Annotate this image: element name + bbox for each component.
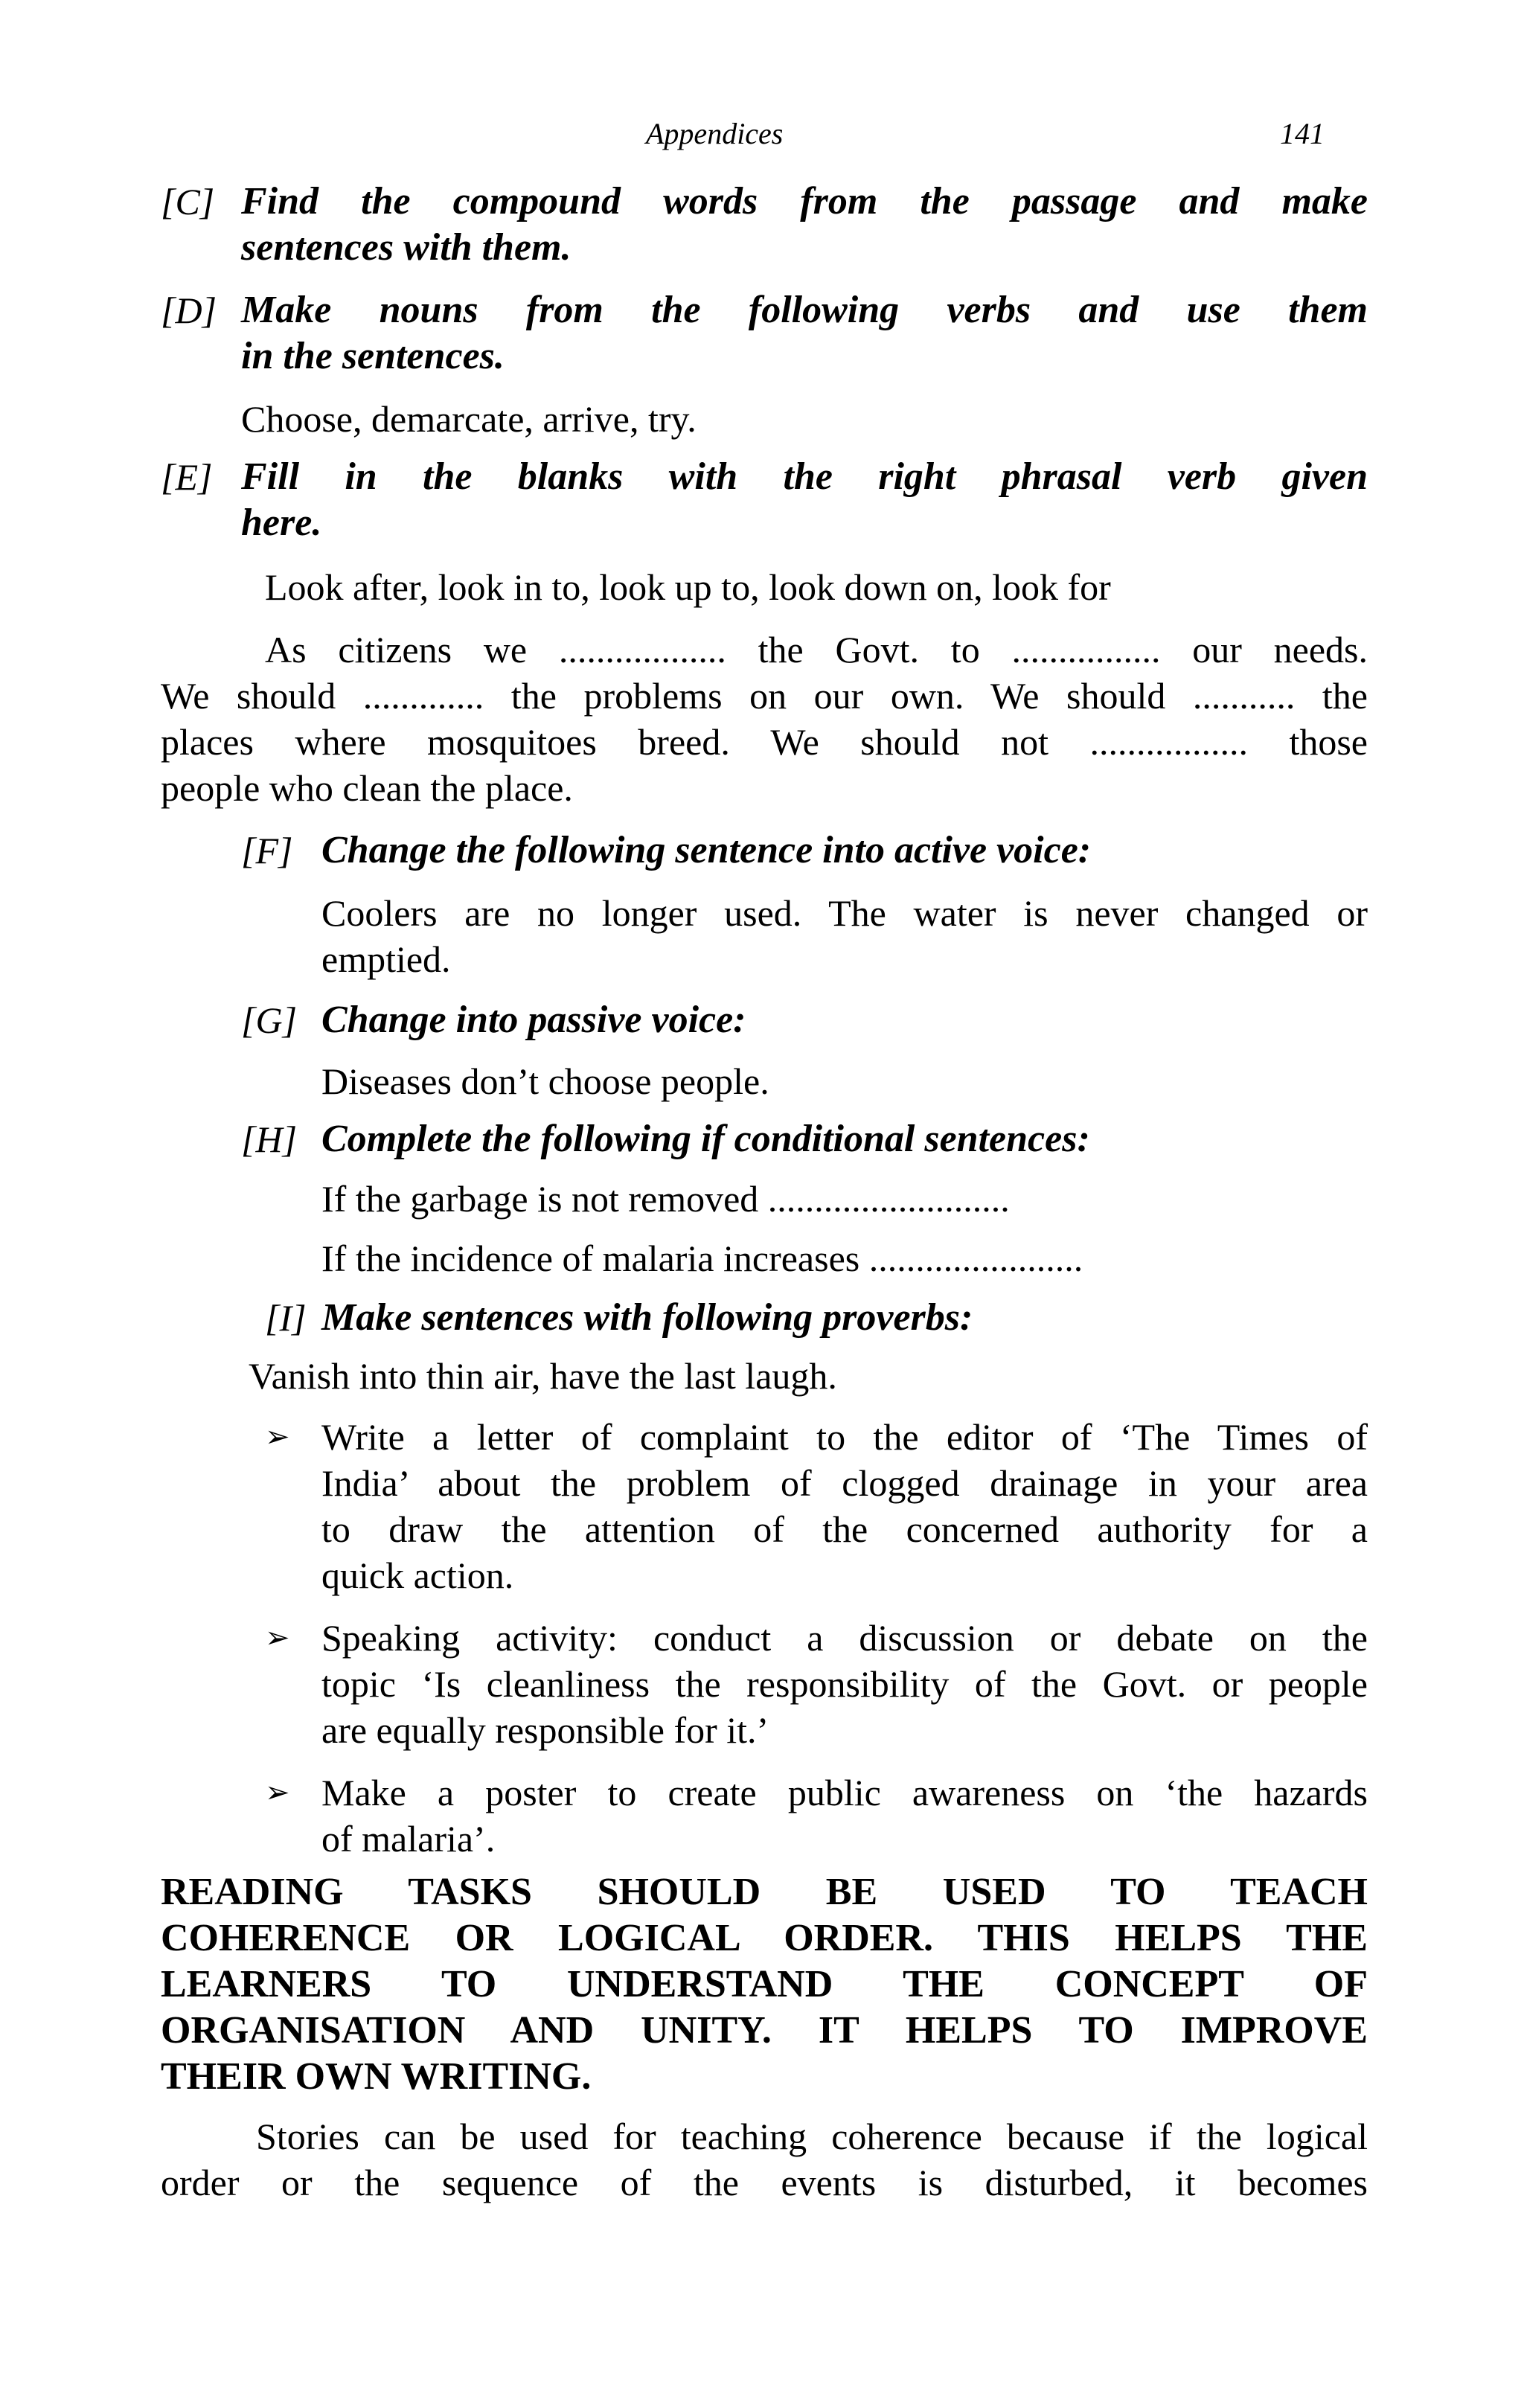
section-heading-line-3: LEARNERS TO UNDERSTAND THE CONCEPT OF [161, 1963, 1368, 2005]
exercise-f-label: [F] [241, 830, 293, 871]
exercise-h-label: [H] [241, 1118, 298, 1160]
exercise-f-text-line-2: emptied. [321, 938, 451, 980]
exercise-e-passage-line-4: people who clean the place. [161, 767, 573, 809]
exercise-d-label: [D] [161, 289, 217, 331]
exercise-g-text: Diseases don’t choose people. [321, 1060, 769, 1102]
exercise-d-instruction-line-1: Make nouns from the following verbs and use them [241, 289, 1368, 331]
body-paragraph-line-2: order or the sequence of the events is disturbed, it becomes [161, 2162, 1368, 2203]
task-1-line-4: quick action. [321, 1554, 514, 1596]
exercise-h-instruction: Complete the following if conditional sentences: [321, 1118, 1090, 1160]
section-heading-line-2: COHERENCE OR LOGICAL ORDER. THIS HELPS THE [161, 1917, 1368, 1959]
running-header-title: Appendices [646, 117, 784, 150]
exercise-i-instruction: Make sentences with following proverbs: [321, 1296, 973, 1339]
exercise-f-text-line-1: Coolers are no longer used. The water is never changed or [321, 892, 1368, 934]
exercise-h-line-2: If the incidence of malaria increases ....................... [321, 1237, 1083, 1279]
exercise-e-label: [E] [161, 456, 213, 498]
task-1-line-3: to draw the attention of the concerned authority for a [321, 1508, 1368, 1550]
task-1-line-2: India’ about the problem of clogged drainage in your area [321, 1462, 1368, 1504]
section-heading-line-4: ORGANISATION AND UNITY. IT HELPS TO IMPROVE [161, 2009, 1368, 2052]
section-heading-line-1: READING TASKS SHOULD BE USED TO TEACH [161, 1871, 1368, 1913]
arrow-bullet-icon: ➢ [265, 1420, 290, 1453]
task-1-line-1: Write a letter of complaint to the editor of ‘The Times of [321, 1416, 1368, 1458]
arrow-bullet-icon: ➢ [265, 1775, 290, 1809]
exercise-g-instruction: Change into passive voice: [321, 999, 746, 1041]
exercise-i-label: [I] [265, 1297, 307, 1339]
exercise-e-passage-line-1: As citizens we .................. the Govt. to ................ our needs. [265, 629, 1368, 670]
task-3-line-2: of malaria’. [321, 1818, 496, 1860]
exercise-d-verbs: Choose, demarcate, arrive, try. [241, 398, 697, 440]
arrow-bullet-icon: ➢ [265, 1621, 290, 1654]
exercise-e-instruction-line-1: Fill in the blanks with the right phrasal verb given [241, 455, 1368, 498]
exercise-i-proverbs: Vanish into thin air, have the last laugh. [249, 1355, 837, 1397]
exercise-d-instruction-line-2: in the sentences. [241, 335, 505, 377]
body-paragraph-line-1: Stories can be used for teaching coherence because if the logical [256, 2116, 1368, 2157]
exercise-e-passage-line-2: We should ............. the problems on our own. We should ........... the [161, 675, 1368, 717]
section-heading-line-5: THEIR OWN WRITING. [161, 2055, 592, 2098]
page-number: 141 [1280, 117, 1325, 150]
exercise-g-label: [G] [241, 999, 298, 1041]
task-3-line-1: Make a poster to create public awareness on ‘the hazards [321, 1772, 1368, 1813]
exercise-c-instruction-line-1: Find the compound words from the passage and make [241, 180, 1368, 222]
exercise-f-instruction: Change the following sentence into active voice: [321, 829, 1092, 871]
exercise-e-instruction-line-2: here. [241, 502, 322, 544]
exercise-h-line-1: If the garbage is not removed .......................... [321, 1178, 1010, 1220]
exercise-c-label: [C] [161, 181, 215, 222]
exercise-e-passage-line-3: places where mosquitoes breed. We should not ................. those [161, 721, 1368, 763]
task-2-line-3: are equally responsible for it.’ [321, 1709, 769, 1751]
exercise-c-instruction-line-2: sentences with them. [241, 226, 572, 269]
task-2-line-2: topic ‘Is cleanliness the responsibility of the Govt. or people [321, 1663, 1368, 1705]
task-2-line-1: Speaking activity: conduct a discussion or debate on the [321, 1617, 1368, 1659]
exercise-e-phrasal-verbs: Look after, look in to, look up to, look down on, look for [265, 566, 1111, 608]
